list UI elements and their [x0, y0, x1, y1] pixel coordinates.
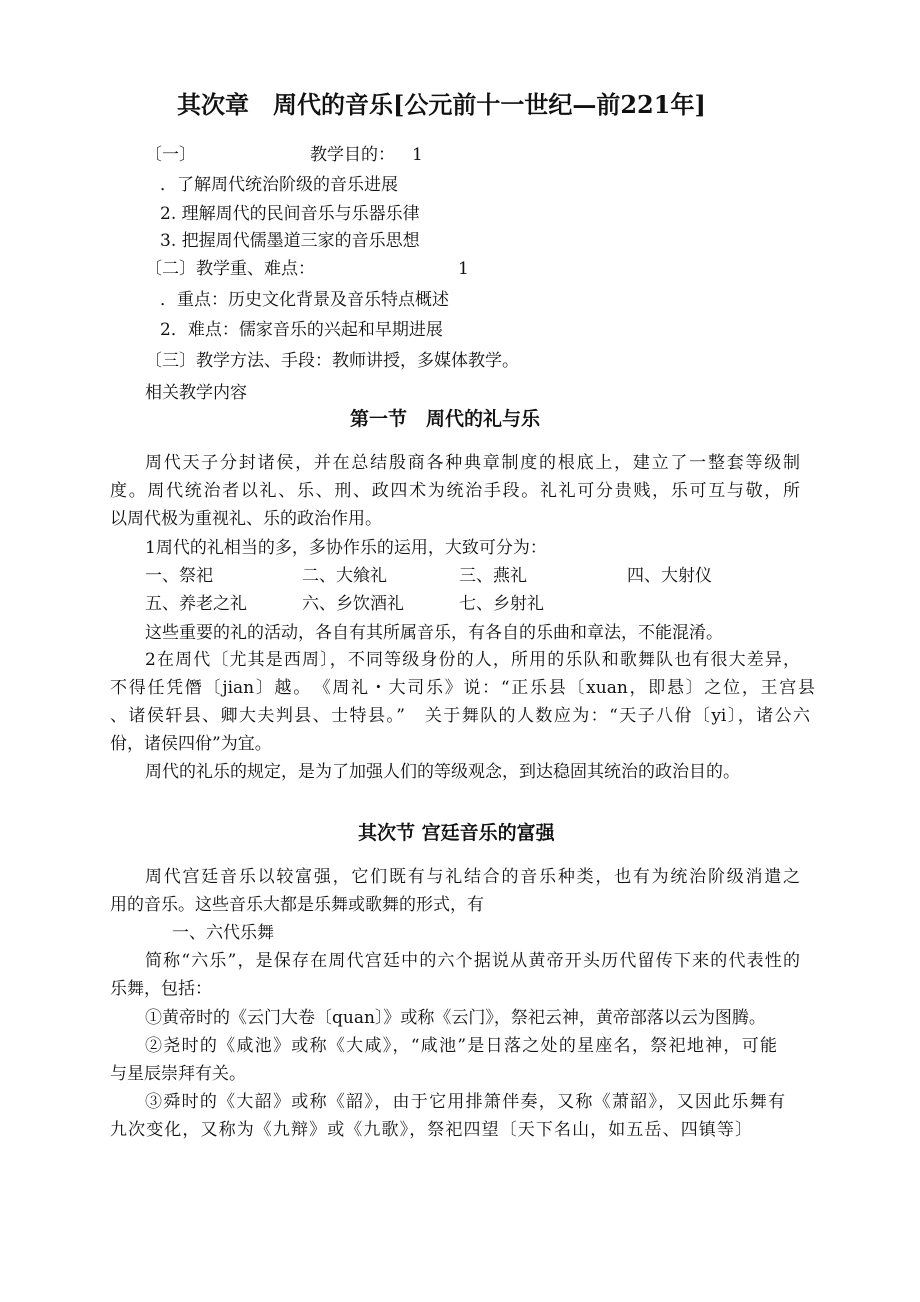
- paragraph: 这些重要的礼的活动，各自有其所属音乐，有各自的乐曲和章法，不能混淆。: [145, 623, 723, 643]
- rite-item: 五、养老之礼: [145, 594, 247, 614]
- objective-item: ．了解周代统治阶级的音乐进展: [160, 175, 398, 195]
- paragraph-line: 简称“六乐”，是保存在周代宫廷中的六个据说从黄帝开头历代留传下来的代表性的: [145, 951, 800, 971]
- key-point-item: ．重点：历史文化背景及音乐特点概述: [160, 290, 449, 310]
- paragraph-line: 周代天子分封诸侯，并在总结殷商各种典章制度的根底上，建立了一整套等级制: [145, 453, 800, 473]
- objective-item: 3. 把握周代儒墨道三家的音乐思想: [160, 231, 420, 251]
- paragraph-line: 度。周代统治者以礼、乐、刑、政四术为统治手段。礼礼可分贵贱，乐可互与敬，所: [110, 481, 800, 501]
- list-item-line: 九次变化，又称为《九辩》或《九歌》，祭祀四望〔天下名山，如五岳、四镇等〕: [110, 1120, 752, 1140]
- rite-item: 七、乡射礼: [459, 594, 544, 614]
- objectives-number: 1: [412, 145, 423, 165]
- key-point-item: 2．难点：儒家音乐的兴起和早期进展: [160, 320, 443, 340]
- list-item-line: ②尧时的《咸池》或称《大咸》，“咸池”是日落之处的星座名，祭祀地神，可能: [145, 1036, 777, 1056]
- paragraph-line: 佾，诸侯四佾”为宜。: [110, 734, 272, 754]
- paragraph-line: 乐舞，包括：: [110, 979, 212, 999]
- teaching-methods: 〔三〕教学方法、手段：教师讲授，多媒体教学。: [145, 351, 519, 371]
- paragraph-line: 周代宫廷音乐以较富强，它们既有与礼结合的音乐种类，也有为统治阶级消遣之: [145, 867, 800, 887]
- paragraph-line: 、诸侯轩县、卿大夫判县、士特县。” 关于舞队的人数应为：“天子八佾〔yi〕，诸公六: [110, 706, 810, 726]
- list-item: ①黄帝时的《云门大卷〔quan〕》或称《云门》，祭祀云神，黄帝部落以云为图腾。: [145, 1008, 766, 1028]
- list-item-line: 与星辰崇拜有关。: [110, 1064, 246, 1084]
- objectives-label: 〔一〕: [145, 145, 196, 165]
- section-1-title: 第一节 周代的礼与乐: [350, 408, 541, 430]
- paragraph-line: 以周代极为重视礼、乐的政治作用。: [110, 509, 382, 529]
- paragraph: 周代的礼乐的规定，是为了加强人们的等级观念，到达稳固其统治的政治目的。: [145, 762, 740, 782]
- key-points-number: 1: [458, 259, 469, 279]
- rite-item: 三、燕礼: [459, 566, 527, 586]
- list-item-line: ③舜时的《大韶》或称《韶》，由于它用排箫伴奏，又称《萧韶》，又因此乐舞有: [145, 1092, 785, 1112]
- paragraph-line: 用的音乐。这些音乐大都是乐舞或歌舞的形式，有: [110, 895, 484, 915]
- rite-item: 二、大飨礼: [302, 566, 387, 586]
- rite-item: 一、祭祀: [145, 566, 213, 586]
- rite-item: 六、乡饮酒礼: [302, 594, 404, 614]
- subsection-heading: 一、六代乐舞: [172, 923, 274, 943]
- key-points-heading: 〔二〕教学重、难点：: [145, 259, 315, 279]
- paragraph-line: 2在周代〔尤其是西周〕，不同等级身份的人，所用的乐队和歌舞队也有很大差异，: [145, 650, 800, 670]
- page-title: 其次章 周代的音乐[公元前十一世纪—前221年]: [177, 90, 706, 119]
- paragraph: 1周代的礼相当的多，多协作乐的运用，大致可分为：: [145, 538, 547, 558]
- related-content: 相关教学内容: [145, 383, 247, 403]
- objectives-heading: 教学目的：: [310, 145, 395, 165]
- objective-item: 2. 理解周代的民间音乐与乐器乐律: [160, 204, 420, 224]
- paragraph-line: 不得任凭僭〔jian〕越。 《周礼・大司乐》说：“正乐县〔xuan，即悬〕之位，王宫县: [110, 678, 815, 698]
- section-2-title: 其次节 宫廷音乐的富强: [358, 822, 555, 844]
- rite-item: 四、大射仪: [627, 566, 712, 586]
